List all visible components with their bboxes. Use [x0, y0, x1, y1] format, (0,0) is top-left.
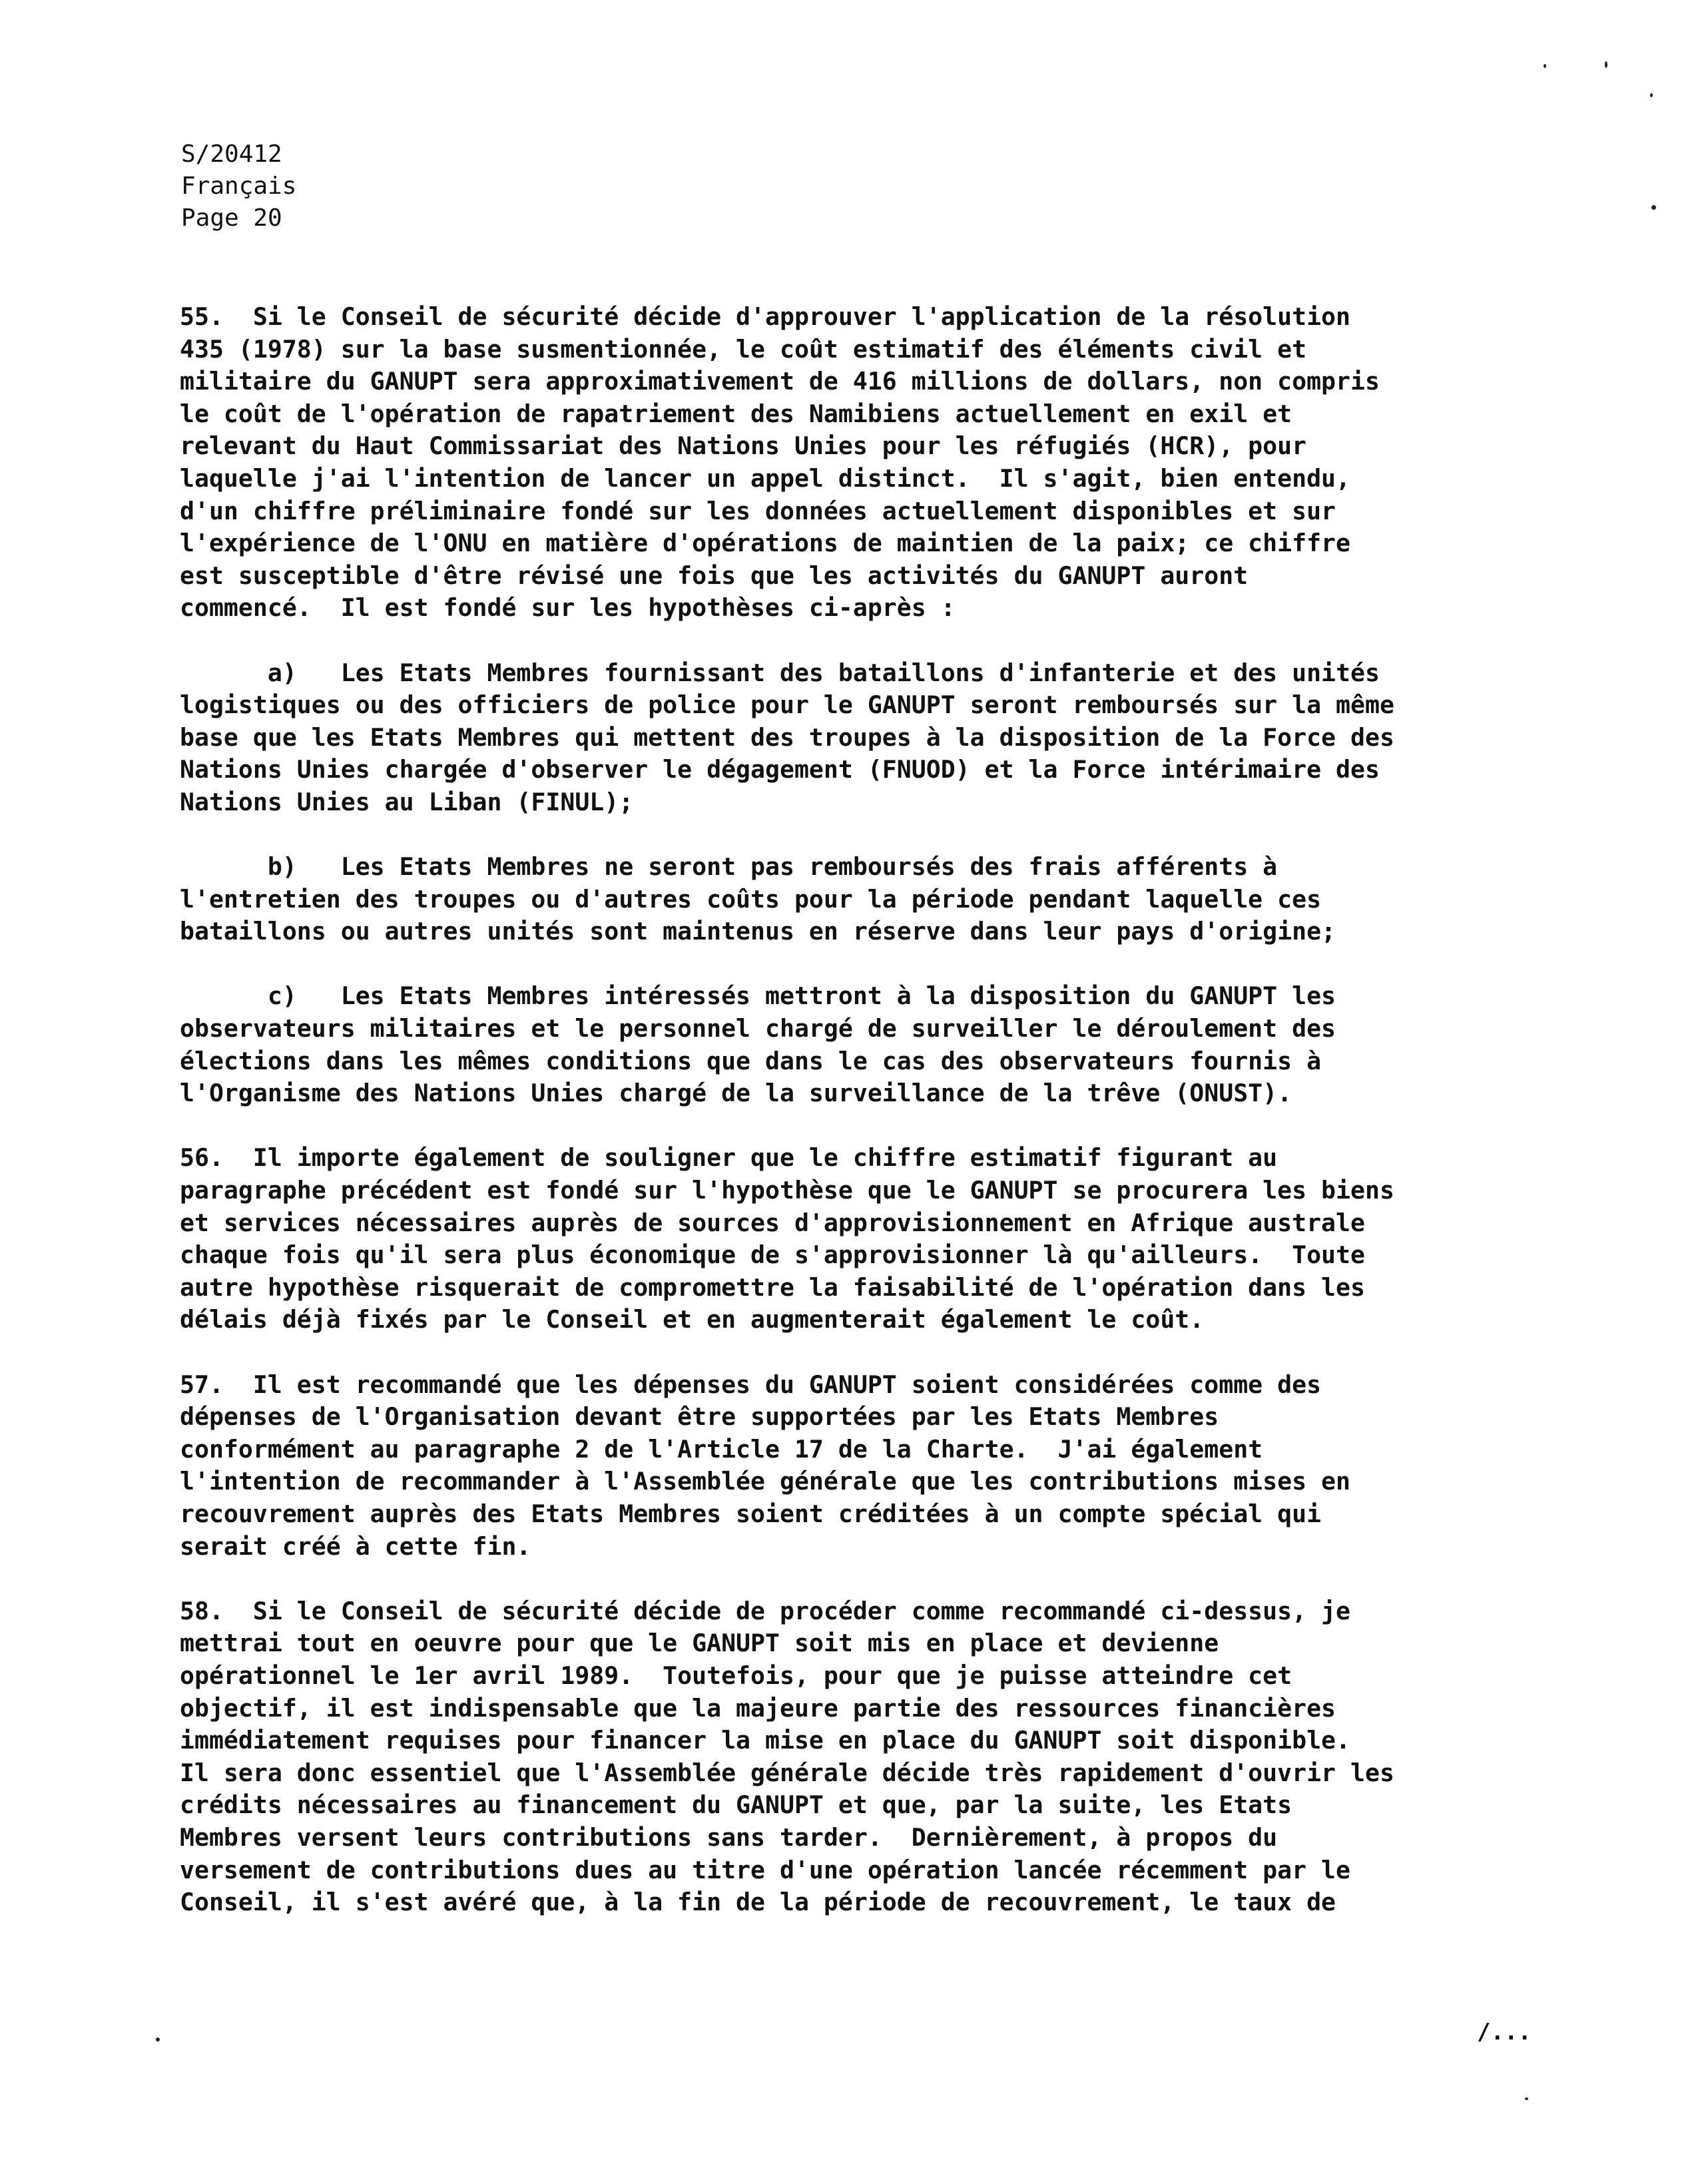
text-line: versement de contributions dues au titre d'une opération lancée récemment par le: [180, 1855, 1350, 1884]
document-body: [180, 301, 1565, 1951]
text-line: autre hypothèse risquerait de compromettre la faisabilité de l'opération dans les: [180, 1272, 1365, 1302]
text-line: est susceptible d'être révisé une fois que les activités du GANUPT auront: [180, 561, 1249, 590]
document-language: Français: [181, 172, 297, 200]
text-line: objectif, il est indispensable que la majeure partie des ressources financières: [180, 1693, 1336, 1723]
text-line: c) Les Etats Membres intéressés mettront à la disposition du GANUPT les: [180, 981, 1336, 1011]
text-line: serait créé à cette fin.: [180, 1531, 531, 1561]
text-line: l'entretien des troupes ou d'autres coûts pour la période pendant laquelle ces: [180, 884, 1322, 914]
paragraph: [180, 980, 1565, 1109]
text-line: Il sera donc essentiel que l'Assemblée générale décide très rapidement d'ouvrir les: [180, 1758, 1394, 1787]
text-line: délais déjà fixés par le Conseil et en augmenterait également le coût.: [180, 1305, 1205, 1334]
text-line: 57. Il est recommandé que les dépenses du GANUPT soient considérées comme des: [180, 1370, 1322, 1399]
text-line: paragraphe précédent est fondé sur l'hypothèse que le GANUPT se procurera les biens: [180, 1176, 1394, 1205]
scan-speck: [156, 2038, 160, 2042]
text-line: 58. Si le Conseil de sécurité décide de procéder comme recommandé ci-dessus, je: [180, 1596, 1350, 1625]
text-line: conformément au paragraphe 2 de l'Article 17 de la Charte. J'ai également: [180, 1434, 1263, 1464]
text-line: d'un chiffre préliminaire fondé sur les données actuellement disponibles et sur: [180, 496, 1336, 525]
text-line: le coût de l'opération de rapatriement des Namibiens actuellement en exil et: [180, 399, 1292, 428]
scan-speck: [1544, 64, 1546, 68]
text-line: l'intention de recommander à l'Assemblée générale que les contributions mises en: [180, 1467, 1350, 1496]
text-line: l'expérience de l'ONU en matière d'opérations de maintien de la paix; ce chiffre: [180, 529, 1350, 558]
text-line: 56. Il importe également de souligner que le chiffre estimatif figurant au: [180, 1143, 1278, 1173]
text-line: Membres versent leurs contributions sans tarder. Dernièrement, à propos du: [180, 1822, 1278, 1852]
paragraph: [180, 1595, 1565, 1919]
text-line: et services nécessaires auprès de sources d'approvisionnement en Afrique australe: [180, 1208, 1365, 1237]
text-line: laquelle j'ai l'intention de lancer un appel distinct. Il s'agit, bien entendu,: [180, 463, 1350, 493]
text-line: bataillons ou autres unités sont maintenus en réserve dans leur pays d'origine;: [180, 917, 1336, 946]
scan-speck: [1605, 61, 1607, 68]
text-line: Nations Unies au Liban (FINUL);: [180, 787, 634, 816]
text-line: dépenses de l'Organisation devant être supportées par les Etats Membres: [180, 1402, 1219, 1432]
document-symbol: S/20412: [181, 140, 282, 168]
document-header: [181, 138, 296, 234]
text-line: a) Les Etats Membres fournissant des bataillons d'infanterie et des unités: [180, 658, 1380, 687]
text-line: recouvrement auprès des Etats Membres soient créditées à un compte spécial qui: [180, 1499, 1322, 1528]
text-line: b) Les Etats Membres ne seront pas remboursés des frais afférents à: [180, 852, 1278, 882]
continuation-marker: /...: [1477, 2019, 1532, 2046]
text-line: immédiatement requises pour financer la mise en place du GANUPT soit disponible.: [180, 1726, 1350, 1755]
page-number: Page 20: [181, 204, 282, 232]
paragraph: [180, 1142, 1565, 1336]
text-line: observateurs militaires et le personnel chargé de surveiller le déroulement des: [180, 1014, 1336, 1043]
text-line: chaque fois qu'il sera plus économique de s'approvisionner là qu'ailleurs. Toute: [180, 1240, 1365, 1270]
paragraph: [180, 851, 1565, 948]
text-line: Conseil, il s'est avéré que, à la fin de la période de recouvrement, le taux de: [180, 1888, 1336, 1917]
text-line: élections dans les mêmes conditions que dans le cas des observateurs fournis à: [180, 1046, 1322, 1075]
scan-speck: [1650, 93, 1653, 97]
text-line: crédits nécessaires au financement du GANUPT et que, par la suite, les Etats: [180, 1790, 1292, 1820]
text-line: logistiques ou des officiers de police pour le GANUPT seront remboursés sur la même: [180, 690, 1394, 720]
text-line: 55. Si le Conseil de sécurité décide d'approuver l'application de la résolution: [180, 302, 1350, 331]
paragraph: [180, 1369, 1565, 1563]
text-line: commencé. Il est fondé sur les hypothèses ci-après :: [180, 593, 956, 623]
text-line: base que les Etats Membres qui mettent des troupes à la disposition de la Force des: [180, 722, 1394, 752]
text-line: relevant du Haut Commissariat des Nations Unies pour les réfugiés (HCR), pour: [180, 431, 1307, 461]
scan-speck: [1525, 2097, 1528, 2100]
text-line: mettrai tout en oeuvre pour que le GANUPT soit mis en place et devienne: [180, 1629, 1219, 1658]
paragraph: [180, 657, 1565, 819]
text-line: 435 (1978) sur la base susmentionnée, le coût estimatif des éléments civil et: [180, 334, 1307, 364]
text-line: Nations Unies chargée d'observer le dégagement (FNUOD) et la Force intérimaire des: [180, 755, 1380, 784]
text-line: opérationnel le 1er avril 1989. Toutefois, pour que je puisse atteindre cet: [180, 1661, 1292, 1690]
text-line: militaire du GANUPT sera approximativement de 416 millions de dollars, non compris: [180, 367, 1380, 396]
text-line: l'Organisme des Nations Unies chargé de la surveillance de la trêve (ONUST).: [180, 1079, 1292, 1108]
paragraph: [180, 301, 1565, 625]
scan-speck: [1651, 205, 1656, 210]
